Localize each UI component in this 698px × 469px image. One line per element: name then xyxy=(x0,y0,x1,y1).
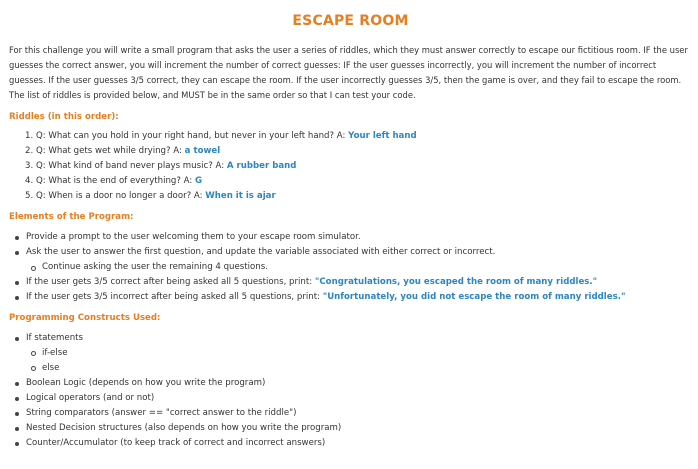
riddle-question: Q: What can you hold in your right hand, but never in your left hand? A: xyxy=(35,131,349,142)
list-item-text: Continue asking the user the remaining 4 questions. xyxy=(42,262,268,273)
list-item xyxy=(9,245,692,260)
list-item xyxy=(9,290,692,305)
list-item xyxy=(9,391,692,406)
list-item-text: Counter/Accumulator (to keep track of correct and incorrect answers) xyxy=(26,437,326,448)
riddle-answer: A rubber band xyxy=(226,161,297,172)
list-item xyxy=(9,376,692,391)
print-message: "Unfortunately, you did not escape the room of many riddles." xyxy=(322,292,626,303)
riddles-list xyxy=(9,129,692,204)
riddle-question: Q: What kind of band never plays music? A: xyxy=(35,161,227,172)
sub-list-item xyxy=(9,260,692,275)
elements-list xyxy=(9,230,692,305)
list-item-text: Ask the user to answer the first question, and update the variable associated with either correct or incorrect. xyxy=(26,247,496,258)
list-item-text: if-else xyxy=(42,347,68,358)
list-item-text: If statements xyxy=(26,332,84,343)
riddle-number: 2. xyxy=(25,146,34,157)
riddle-number: 3. xyxy=(25,161,34,172)
riddle-question: Q: What is the end of everything? A: xyxy=(35,176,196,187)
list-item-text: String comparators (answer == "correct answer to the riddle") xyxy=(26,407,297,418)
intro-paragraph: For this challenge you will write a small program that asks the user a series of riddles, which they must answer correctly to escape our fictitious room. IF the user guesses the correct answer, you will increment the number of correct guesses: IF the user guesses incorrectly, you will increment the number of incorrect guesses. If the user guesses 3/5 correct, they can escape the room. If the user incorrectly guesses 3/5, then the game is over, and they fail to escape the room. The list of riddles is provided below, and MUST be in the same order so that I can test your code. xyxy=(9,44,688,100)
riddle-answer: G xyxy=(195,176,203,187)
riddle-number: 1. xyxy=(25,131,34,142)
riddle-item xyxy=(25,174,692,189)
riddle-item xyxy=(25,144,692,159)
sub-list-item xyxy=(9,361,692,376)
list-item xyxy=(9,230,692,245)
list-item xyxy=(9,275,692,290)
list-item xyxy=(9,406,692,421)
riddle-answer: a towel xyxy=(184,146,221,157)
constructs-heading: Programming Constructs Used: xyxy=(9,313,161,324)
riddle-question: Q: What gets wet while drying? A: xyxy=(35,146,185,157)
list-item xyxy=(9,331,692,346)
riddle-item xyxy=(25,189,692,204)
page-title: ESCAPE ROOM xyxy=(292,13,409,29)
constructs-list xyxy=(9,331,692,451)
riddle-item xyxy=(25,129,692,144)
list-item xyxy=(9,421,692,436)
print-message: "Congratulations, you escaped the room of many riddles." xyxy=(314,277,598,288)
elements-heading: Elements of the Program: xyxy=(9,212,134,223)
riddle-answer: Your left hand xyxy=(348,131,417,142)
riddle-number: 5. xyxy=(25,191,34,202)
list-item-text: Provide a prompt to the user welcoming them to your escape room simulator. xyxy=(26,232,361,243)
list-item-text: else xyxy=(42,362,60,373)
list-item-text: Logical operators (and or not) xyxy=(26,392,155,403)
list-item-text: If the user gets 3/5 incorrect after being asked all 5 questions, print: xyxy=(26,292,323,303)
riddle-answer: When it is ajar xyxy=(205,191,276,202)
sub-list-item xyxy=(9,346,692,361)
list-item-text: If the user gets 3/5 correct after being asked all 5 questions, print: xyxy=(26,277,315,288)
riddle-number: 4. xyxy=(25,176,34,187)
riddle-item xyxy=(25,159,692,174)
list-item xyxy=(9,436,692,451)
list-item-text: Boolean Logic (depends on how you write the program) xyxy=(26,377,266,388)
list-item-text: Nested Decision structures (also depends on how you write the program) xyxy=(26,422,342,433)
riddles-heading: Riddles (in this order): xyxy=(9,111,119,122)
riddle-question: Q: When is a door no longer a door? A: xyxy=(35,191,206,202)
